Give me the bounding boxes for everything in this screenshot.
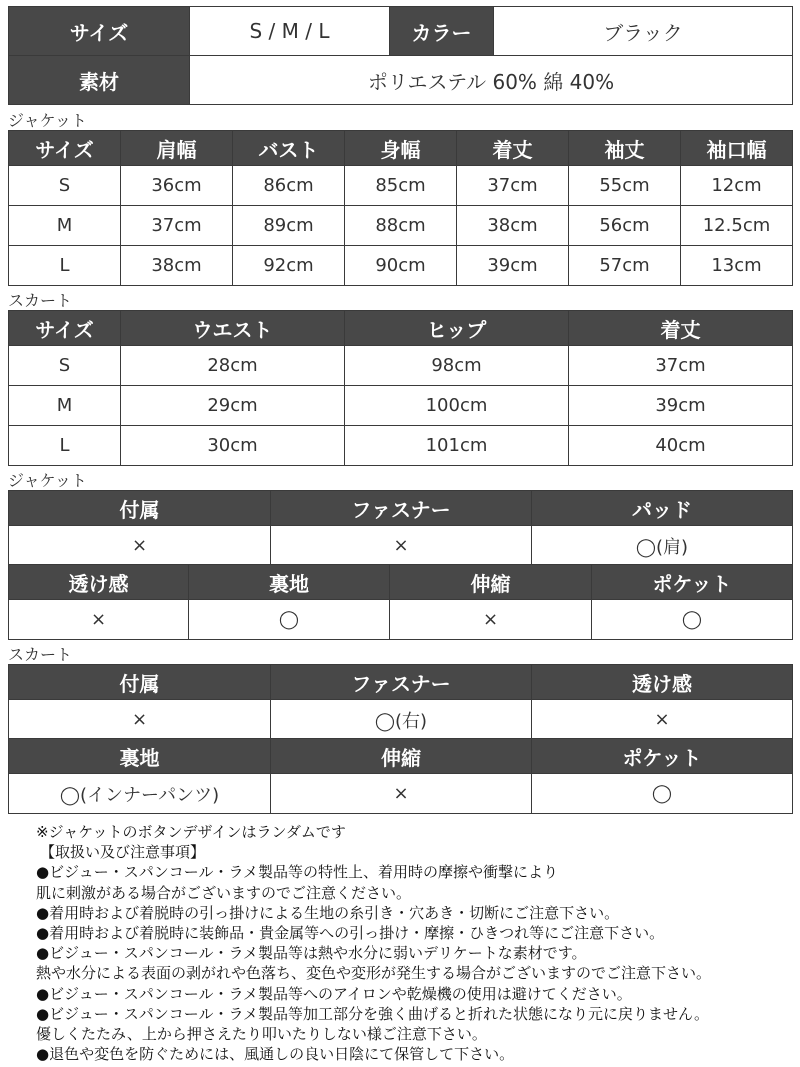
material-value: ポリエステル 60% 綿 40% [190, 56, 793, 105]
jacket-spec-table-row2 [8, 564, 793, 640]
header-cell: 伸縮 [271, 739, 532, 774]
note-line: ●ビジュー・スパンコール・ラメ製品等は熱や水分に弱いデリケートな素材です。 [36, 944, 587, 963]
table-cell: S [9, 166, 121, 206]
jacket-size-table [8, 130, 793, 286]
table-cell: 57cm [569, 246, 681, 286]
header-cell: パッド [532, 491, 793, 526]
table-cell: ◯(右) [271, 700, 532, 740]
material-label: 素材 [9, 56, 190, 105]
table-cell: 13cm [681, 246, 793, 286]
table-cell: 39cm [569, 386, 793, 426]
table-cell: 89cm [233, 206, 345, 246]
table-cell: M [9, 386, 121, 426]
header-cell: サイズ [9, 131, 121, 166]
jacket-size-section-label: ジャケット [8, 111, 87, 130]
header-cell: ファスナー [271, 665, 532, 700]
skirt-size-header-row [9, 311, 793, 346]
table-row [9, 386, 793, 426]
table-cell: 12.5cm [681, 206, 793, 246]
table-cell: 100cm [345, 386, 569, 426]
basic-info-table [8, 6, 793, 105]
table-cell: × [390, 600, 592, 640]
header-cell: 袖丈 [569, 131, 681, 166]
notes-heading: 【取扱い及び注意事項】 [40, 843, 206, 862]
header-cell: 伸縮 [390, 565, 592, 600]
table-cell: M [9, 206, 121, 246]
size-value: S / M / L [190, 7, 390, 56]
header-cell: ヒップ [345, 311, 569, 346]
skirt-size-table [8, 310, 793, 466]
table-cell: 40cm [569, 426, 793, 466]
note-line: ●ビジュー・スパンコール・ラメ製品等加工部分を強く曲げると折れた状態になり元に戻りません。 [36, 1004, 709, 1023]
header-cell: ファスナー [271, 491, 532, 526]
header-cell: 付属 [9, 491, 271, 526]
table-cell: 12cm [681, 166, 793, 206]
note-line: 熱や水分による表面の剥がれや色落ち、変色や変形が発生する場合がございますのでご注意下さい。 [36, 964, 712, 983]
table-row [9, 426, 793, 466]
care-notes [36, 822, 786, 1064]
header-cell: 透け感 [532, 665, 793, 700]
header-cell: 付属 [9, 665, 271, 700]
table-cell: 85cm [345, 166, 457, 206]
table-cell: ◯ [532, 774, 793, 814]
note-line: ●退色や変色を防ぐためには、風通しの良い日陰にて保管して下さい。 [36, 1045, 515, 1064]
header-cell: バスト [233, 131, 345, 166]
header-cell: 身幅 [345, 131, 457, 166]
header-cell: 袖口幅 [681, 131, 793, 166]
jacket-spec-section-label: ジャケット [8, 471, 87, 490]
jacket-spec-table-row1 [8, 490, 793, 566]
table-cell: 86cm [233, 166, 345, 206]
table-cell: × [9, 600, 189, 640]
table-cell: 37cm [121, 206, 233, 246]
button-note: ※ジャケットのボタンデザインはランダムです [36, 823, 346, 841]
table-cell: × [9, 700, 271, 740]
table-cell: 36cm [121, 166, 233, 206]
jacket-size-header-row [9, 131, 793, 166]
table-cell: 98cm [345, 346, 569, 386]
table-cell: × [9, 526, 271, 566]
header-cell: ウエスト [121, 311, 345, 346]
table-row [9, 246, 793, 286]
color-label: カラー [390, 7, 494, 56]
table-cell: ◯(肩) [532, 526, 793, 566]
header-cell: ポケット [592, 565, 793, 600]
table-row [9, 166, 793, 206]
skirt-spec-table-row2 [8, 738, 793, 814]
note-line: 優しくたたみ、上から押さえたり叩いたりしない様ご注意下さい。 [36, 1025, 487, 1044]
header-cell: 着丈 [569, 311, 793, 346]
header-cell: 透け感 [9, 565, 189, 600]
table-cell: 37cm [569, 346, 793, 386]
note-line: ●着用時および着脱時に装飾品・貴金属等への引っ掛け・摩擦・ひきつれ等にご注意下さい。 [36, 924, 665, 943]
table-cell: ◯(インナーパンツ) [9, 774, 271, 814]
size-label: サイズ [9, 7, 190, 56]
table-cell: S [9, 346, 121, 386]
table-cell: × [271, 774, 532, 814]
table-cell: L [9, 426, 121, 466]
table-cell: 39cm [457, 246, 569, 286]
skirt-size-section-label: スカート [8, 291, 73, 310]
header-cell: 裏地 [189, 565, 390, 600]
skirt-spec-section-label: スカート [8, 645, 73, 664]
table-cell: 38cm [121, 246, 233, 286]
table-cell: 88cm [345, 206, 457, 246]
table-cell: 56cm [569, 206, 681, 246]
table-cell: × [532, 700, 793, 740]
table-cell: ◯ [189, 600, 390, 640]
table-cell: × [271, 526, 532, 566]
table-cell: 30cm [121, 426, 345, 466]
header-cell: 裏地 [9, 739, 271, 774]
table-cell: 101cm [345, 426, 569, 466]
table-cell: 38cm [457, 206, 569, 246]
table-cell: 90cm [345, 246, 457, 286]
note-line: ●ビジュー・スパンコール・ラメ製品等へのアイロンや乾燥機の使用は避けてください。 [36, 984, 632, 1003]
table-cell: 55cm [569, 166, 681, 206]
table-row [9, 346, 793, 386]
table-cell: 29cm [121, 386, 345, 426]
table-cell: ◯ [592, 600, 793, 640]
skirt-spec-table-row1 [8, 664, 793, 740]
header-cell: 着丈 [457, 131, 569, 166]
table-cell: L [9, 246, 121, 286]
table-cell: 92cm [233, 246, 345, 286]
table-cell: 37cm [457, 166, 569, 206]
note-line: ●着用時および着脱時の引っ掛けによる生地の糸引き・穴あき・切断にご注意下さい。 [36, 903, 620, 922]
table-row [9, 206, 793, 246]
header-cell: 肩幅 [121, 131, 233, 166]
header-cell: ポケット [532, 739, 793, 774]
note-line: ●ビジュー・スパンコール・ラメ製品等の特性上、着用時の摩擦や衝撃により [36, 863, 559, 882]
color-value: ブラック [494, 7, 793, 56]
note-line: 肌に刺激がある場合がございますのでご注意ください。 [36, 883, 412, 902]
table-cell: 28cm [121, 346, 345, 386]
header-cell: サイズ [9, 311, 121, 346]
